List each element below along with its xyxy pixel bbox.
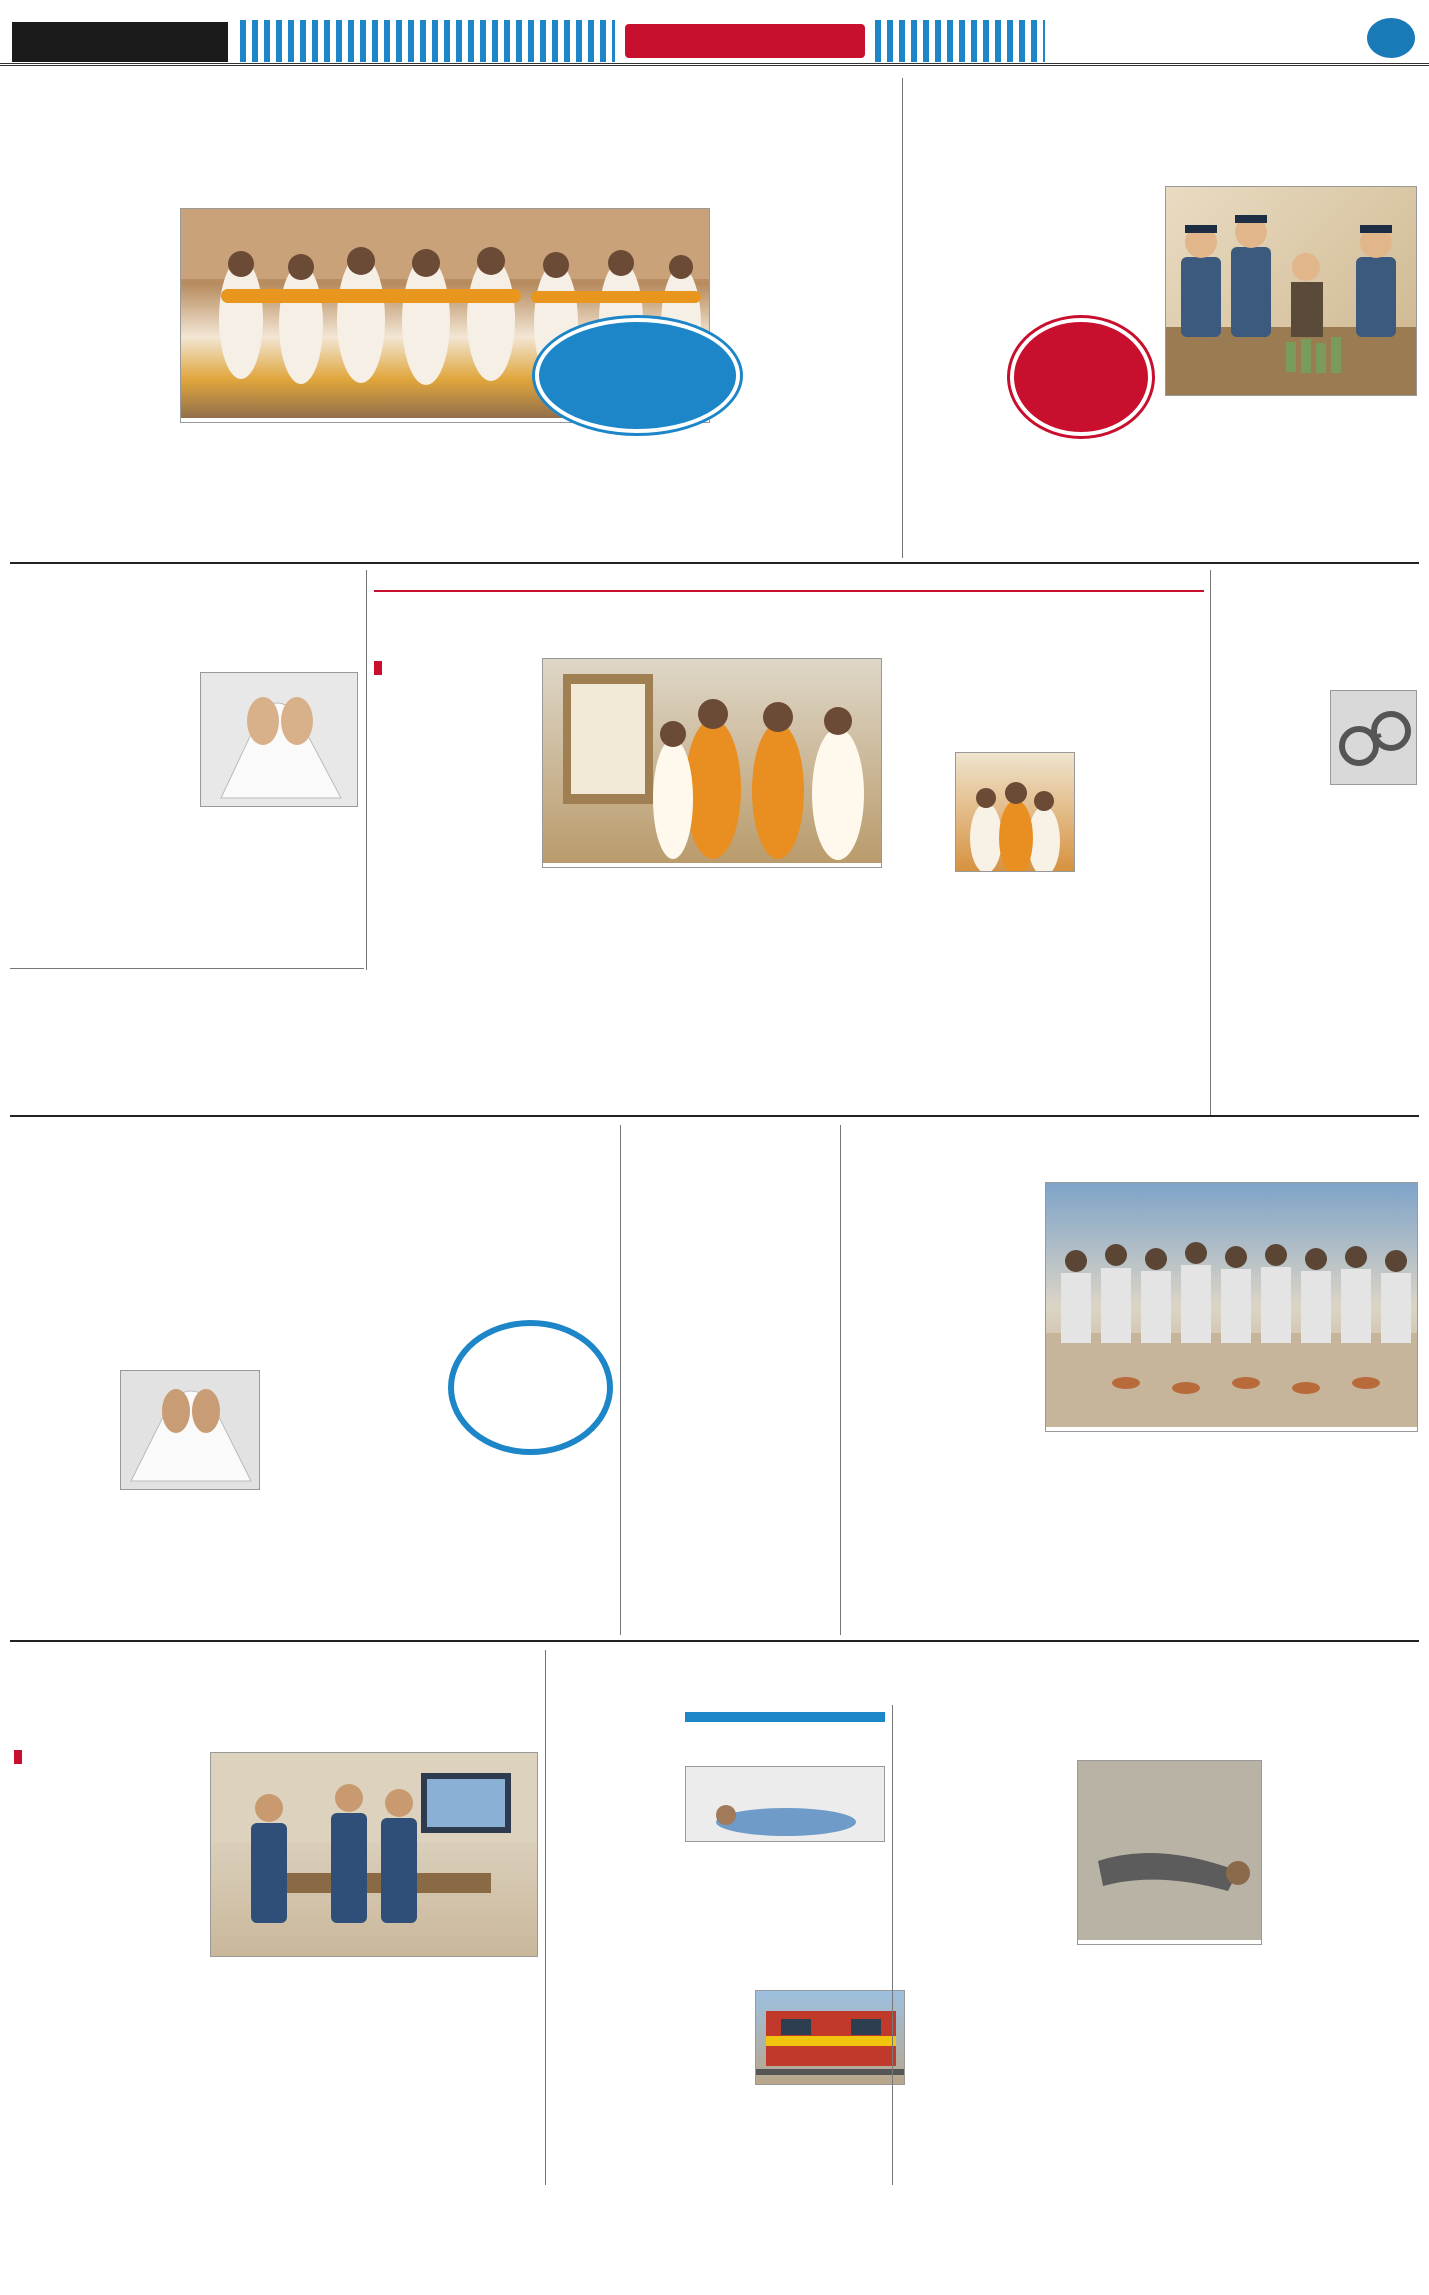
lead-column-3: [363, 430, 523, 556]
spiritual-subheading: [374, 660, 534, 678]
birds-students-photo: [1045, 1182, 1418, 1432]
lead-column-4: [716, 208, 894, 556]
inspection-illustration: [211, 1753, 538, 1957]
current-box-title: [268, 1318, 363, 1326]
spiritual-column-2: [542, 874, 707, 1107]
roof-feet-photo: [200, 672, 358, 807]
liquor-police-illustration: [1165, 186, 1417, 396]
roof-column: [14, 672, 194, 962]
road-column-1: [900, 1760, 1070, 2185]
lead-callout-bubble: [535, 318, 740, 433]
section-name: [625, 24, 865, 58]
decorative-stripes-right: [875, 20, 1045, 62]
spiritual-inauguration-photo: [542, 658, 882, 868]
current-column-2: [200, 1240, 445, 1635]
road-photo-caption: [1078, 1940, 1261, 1944]
neet-column-2: [210, 1965, 538, 2182]
sabha-column: [628, 1214, 833, 1634]
spiritual-column-5: [1055, 658, 1203, 1108]
section-marker-icon: [14, 1750, 22, 1764]
liquor-callout-bubble: [1010, 318, 1152, 436]
train-column-1: [552, 1712, 677, 2182]
birds-column-1: [850, 1182, 1035, 1632]
spiritual-column-3: [715, 874, 882, 1107]
road-accident-photo: [1077, 1760, 1262, 1945]
train-locomotive-photo: [755, 1990, 905, 2085]
neet-subheading: [14, 1750, 204, 1767]
masthead: [0, 0, 1429, 66]
spiritual-photo-caption: [543, 863, 881, 867]
inauguration-illustration: [543, 659, 882, 868]
section-marker-icon: [374, 661, 382, 675]
students-group-illustration: [1046, 1183, 1418, 1432]
spiritual-column-4: [890, 658, 1048, 1108]
spiritual-headline: [374, 582, 1204, 592]
train-victim-photo: [685, 1766, 885, 1842]
current-callout-bubble: [448, 1320, 613, 1455]
accident-scene-illustration: [1078, 1761, 1262, 1945]
liquor-column-2: [1165, 404, 1417, 555]
satta-column: [1220, 642, 1417, 1107]
locomotive-illustration: [756, 1991, 905, 2085]
lead-column-2: [180, 430, 355, 556]
road-column-2: [1270, 1760, 1418, 2185]
spiritual-column-1: [374, 722, 534, 1107]
newspaper-logo: [12, 22, 228, 62]
deceased-feet-illustration: [201, 673, 358, 807]
lead-column-1: [14, 208, 172, 556]
page-number: [1367, 18, 1415, 58]
police-arrest-cartoon: [1166, 187, 1417, 396]
decorative-stripes-left: [240, 20, 615, 62]
birds-column-2: [1045, 1440, 1418, 1633]
train-column-2: [685, 1848, 885, 1988]
neet-inspection-photo: [210, 1752, 538, 1957]
neet-column-1: [14, 1792, 204, 2182]
birds-photo-caption: [1046, 1427, 1417, 1431]
train-box-heading: [685, 1712, 885, 1722]
victim-illustration: [686, 1767, 885, 1842]
